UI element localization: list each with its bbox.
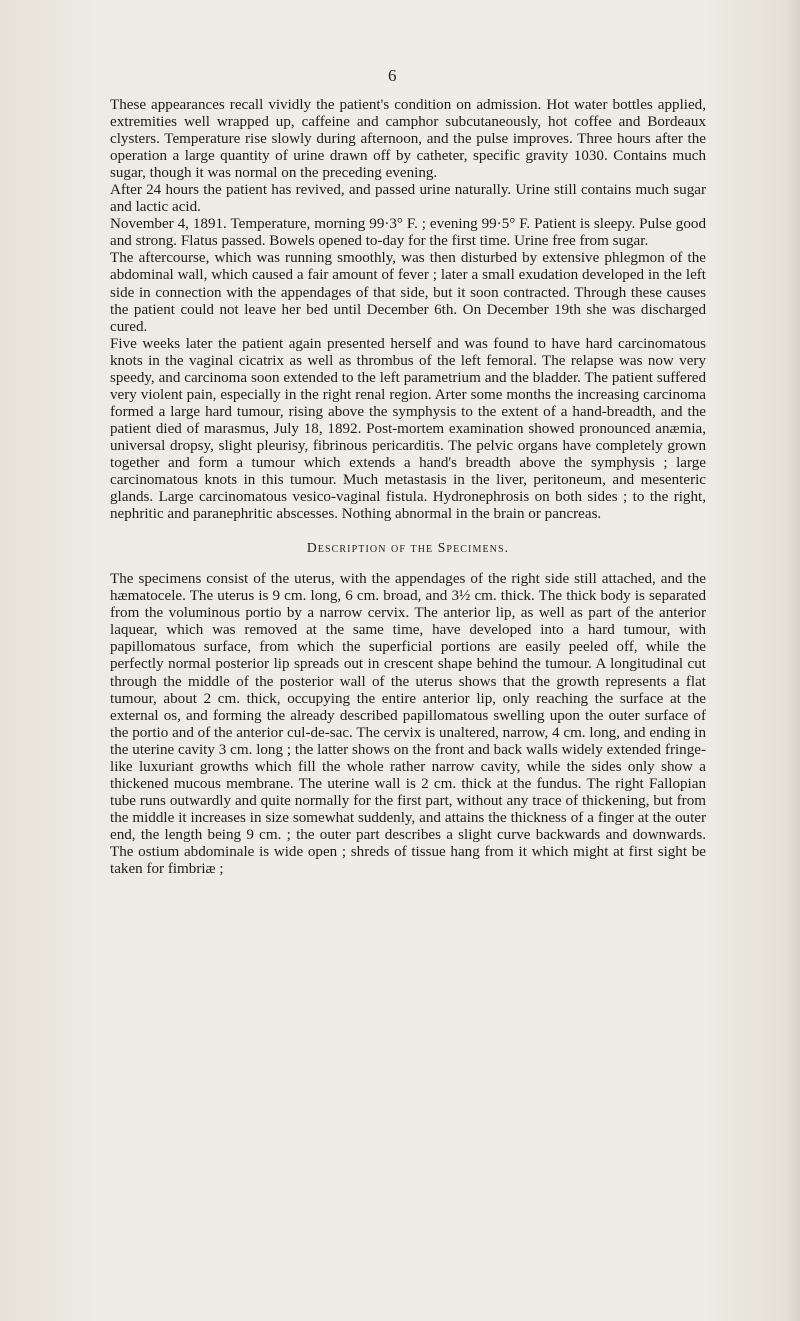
page-number: 6 [388, 66, 397, 85]
page-edge-shadow [786, 0, 800, 1321]
paragraph-november-4: November 4, 1891. Temperature, morning 99·3° F. ; evening 99·5° F. Patient is sleepy. Pulse good and strong. Flatus passed. Bowels opened to-day for the first time. Urine free from sugar. [110, 216, 706, 250]
paragraph-after-24-hours: After 24 hours the patient has revived, and passed urine naturally. Urine still contains much sugar and lactic acid. [110, 182, 706, 216]
paragraph-admission-condition: These appearances recall vividly the patient's condition on admission. Hot water bottles applied, extremities well wrapped up, caffeine and camphor subcutaneously, hot coffee and Bordeaux clysters. Temperature rise slowly during afternoon, and the pulse improves. Three hours after the operation a large quantity of urine drawn off by catheter, specific gravity 1030. Contains much sugar, though it was normal on the preceding evening. [110, 97, 706, 182]
section-heading: Description of the Specimens. [306, 540, 510, 556]
body-text [110, 97, 706, 878]
paragraph-aftercourse: The aftercourse, which was running smoothly, was then disturbed by extensive phlegmon of the abdominal wall, which caused a fair amount of fever ; later a small exudation developed in the left side in connection with the appendages of that side, but it soon contracted. Through these causes the patient could not leave her bed until December 6th. On December 19th she was discharged cured. [110, 250, 706, 335]
paragraph-specimen-description: The specimens consist of the uterus, with the appendages of the right side still attached, and the hæmatocele. The uterus is 9 cm. long, 6 cm. broad, and 3½ cm. thick. The thick body is separated from the voluminous portio by a narrow cervix. The anterior lip, as well as part of the anterior laquear, which was removed at the same time, have developed into a hard tumour, with papillomatous surface, from which the superficial portions are easily peeled off, while the perfectly normal posterior lip spreads out in crescent shape behind the tumour. A longitudinal cut through the middle of the posterior wall of the uterus shows that the growth represents a flat tumour, about 2 cm. thick, occupying the entire anterior lip, only reaching the surface at the external os, and forming the already described papillomatous swelling upon the outer surface of the portio and of the anterior cul-de-sac. The cervix is unaltered, narrow, 4 cm. long, and ending in the uterine cavity 3 cm. long ; the latter shows on the front and back walls widely extended fringe-like luxuriant growths which fill the whole rather narrow cavity, while the sides only show a thickened mucous membrane. The uterine wall is 2 cm. thick at the fundus. The right Fallopian tube runs outwardly and quite normally for the first part, without any trace of thickening, but from the middle it increases in size somewhat suddenly, and attains the thickness of a finger at the outer end, the length being 9 cm. ; the outer part describes a slight curve backwards and downwards. The ostium abdominale is wide open ; shreds of tissue hang from it which might at first sight be taken for fimbriæ ; [110, 571, 706, 878]
paragraph-relapse-and-death: Five weeks later the patient again presented herself and was found to have hard carcinomatous knots in the vaginal cicatrix as well as thrombus of the left femoral. The relapse was now very speedy, and carcinoma soon extended to the left parametrium and the bladder. The patient suffered very violent pain, especially in the right renal region. Arter some months the increasing carcinoma formed a large hard tumour, rising above the symphysis to the extent of a hand-breadth, and the patient died of marasmus, July 18, 1892. Post-mortem examination showed pronounced anæmia, universal dropsy, slight pleurisy, fibrinous pericarditis. The pelvic organs have completely grown together and form a tumour which extends a hand's breadth above the symphysis ; large carcinomatous knots in this tumour. Much metastasis in the liver, peritoneum, and mesenteric glands. Large carcinomatous vesico-vaginal fistula. Hydronephrosis on both sides ; to the right, nephritic and paranephritic abscesses. Nothing abnormal in the brain or pancreas. [110, 335, 706, 523]
